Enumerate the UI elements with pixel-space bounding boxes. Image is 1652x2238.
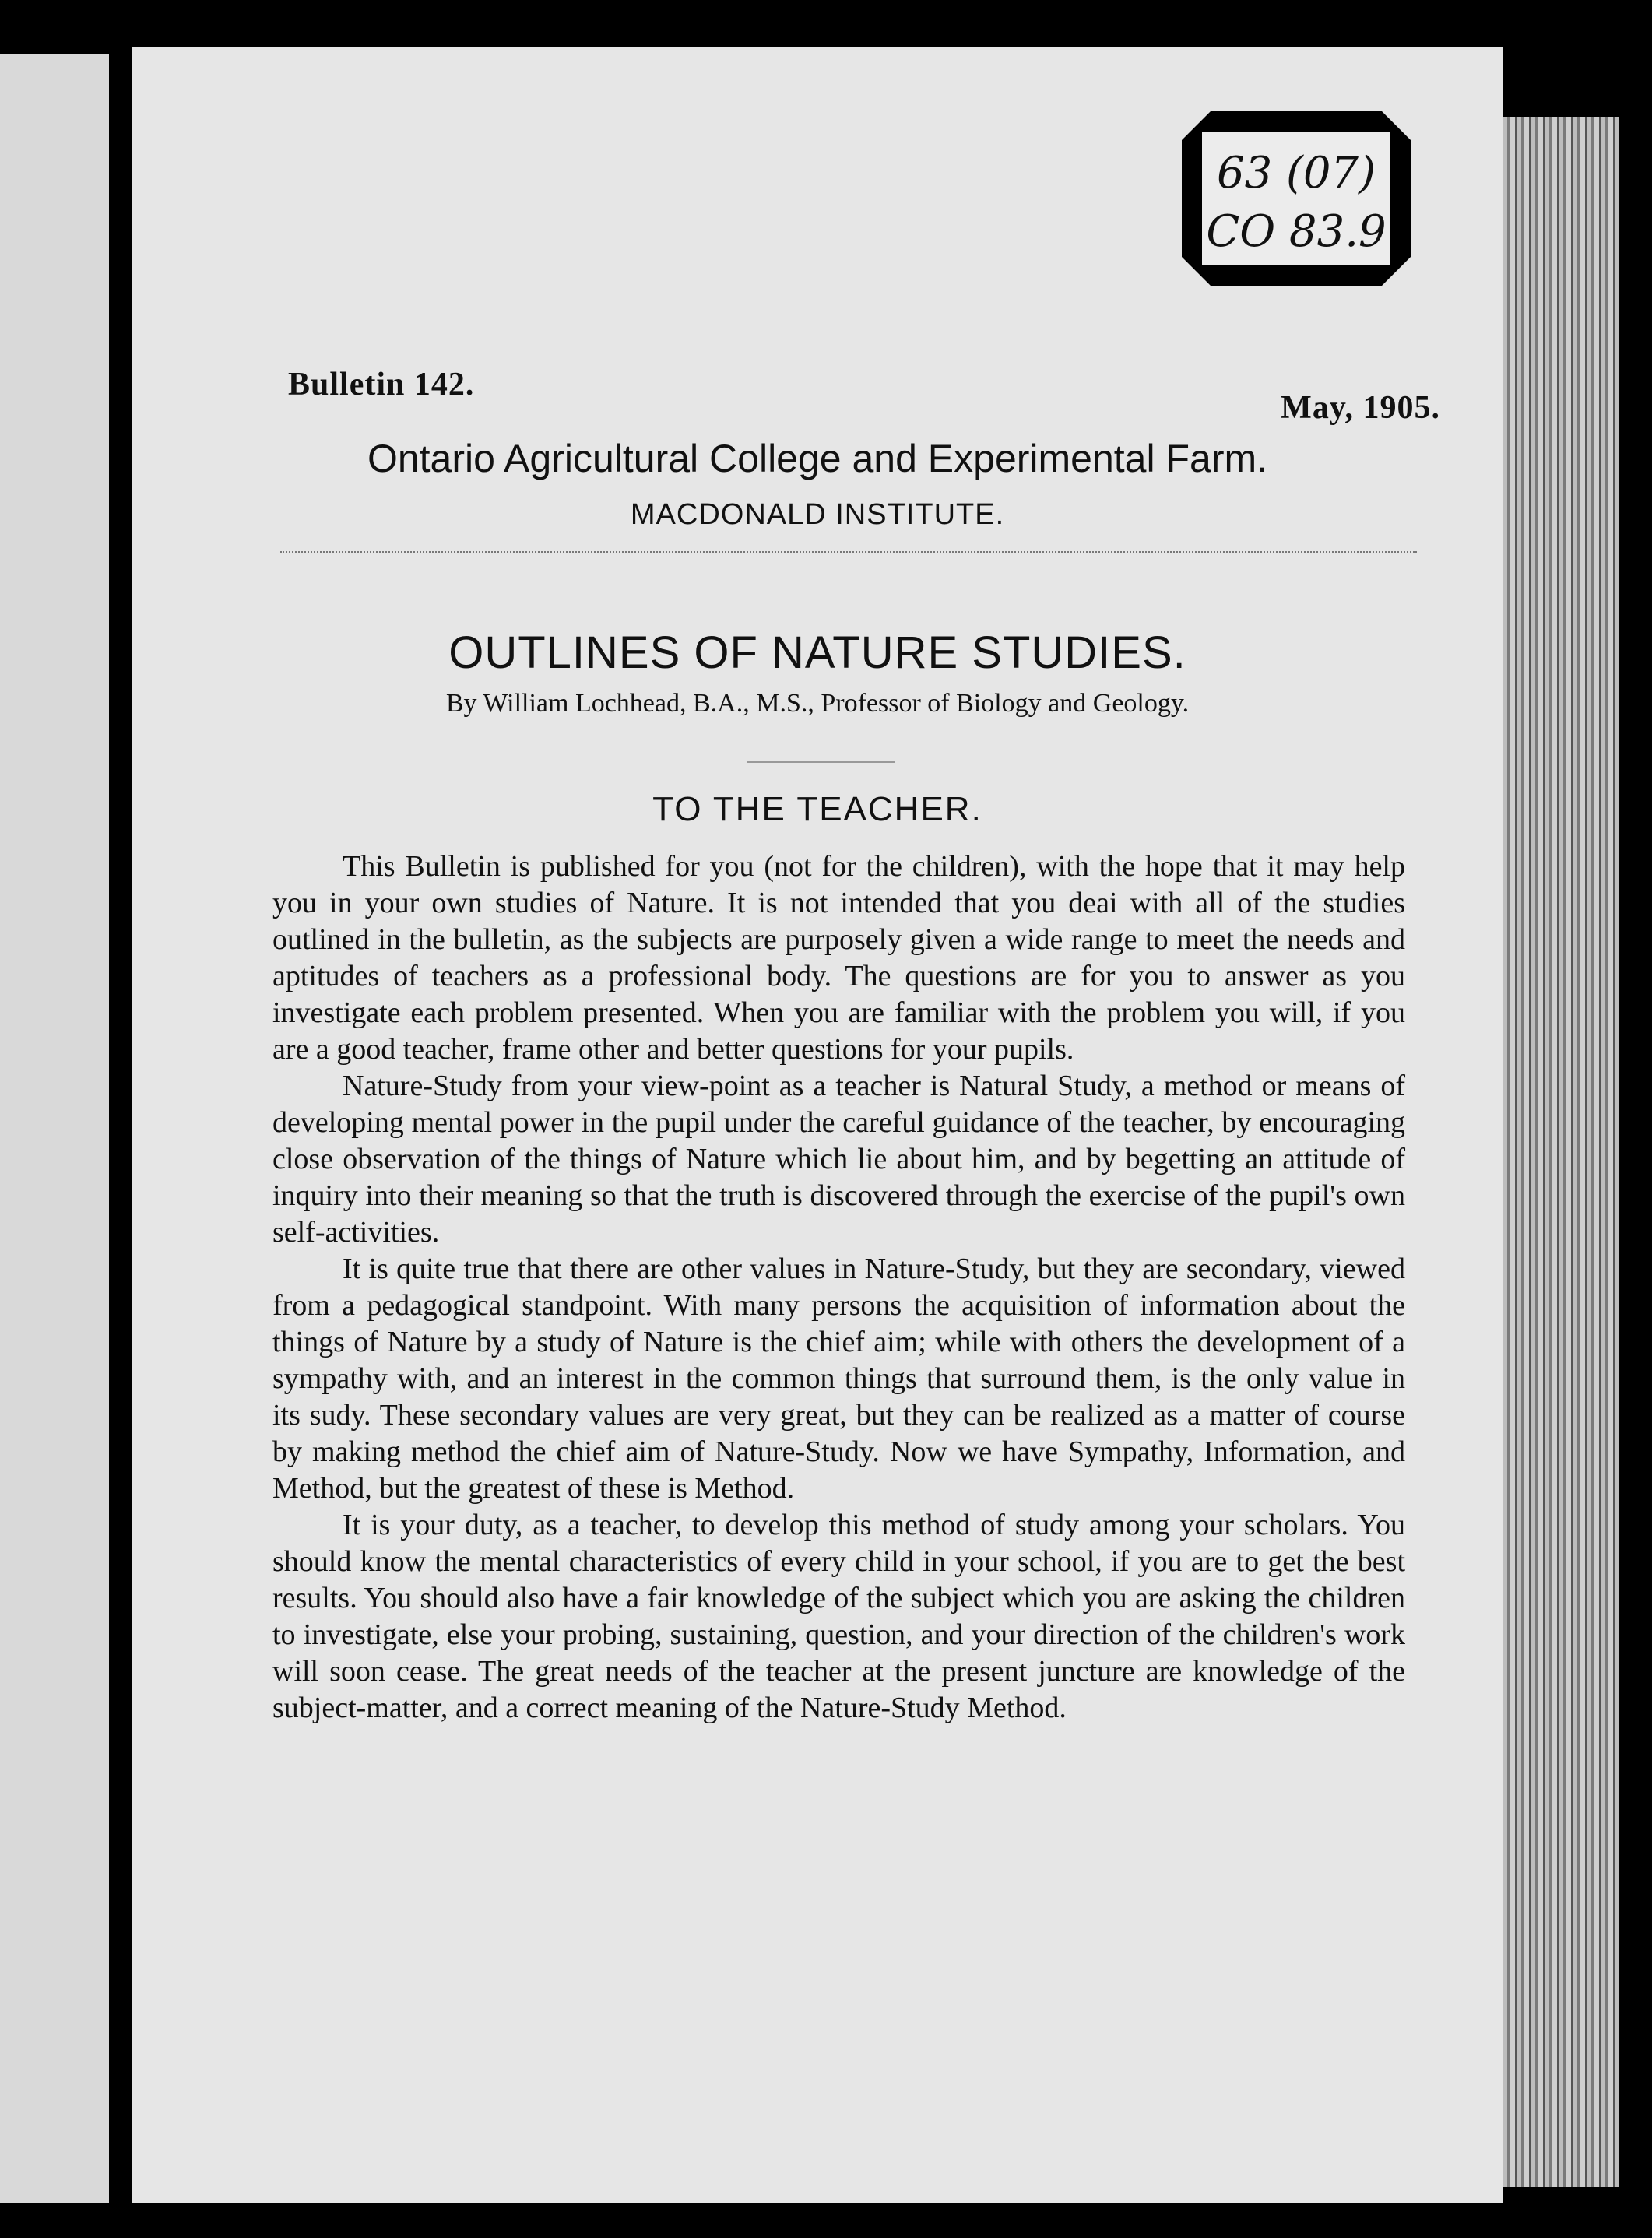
- paragraph: It is quite true that there are other values in Nature-Study, but they are secondary, viewed from a pedagogical standpoint. With many persons the acquisition of information about the things of Nature by a study of Nature is the chief aim; while with others the development of a sympathy with, and an interest in the common things that surround them, is the only value in its sudy. These secondary values are very great, but they can be realized as a matter of course by making method the chief aim of Nature-Study. Now we have Sympathy, Information, and Method, but the greatest of these is Method.: [272, 1253, 1405, 1505]
- paragraph: Nature-Study from your view-point as a teacher is Natural Study, a method or means of developing mental power in the pupil under the careful guidance of the teacher, by encouraging close observation of the things of Nature which lie about him, and by begetting an attitude of inquiry into their meaning so that the truth is discovered through the exercise of the pupil's own self-activities.: [272, 1070, 1405, 1249]
- catalog-label: [1176, 105, 1417, 292]
- facing-page-edge: [0, 54, 109, 2203]
- bulletin-date: May, 1905.: [1281, 390, 1440, 426]
- author-byline: By William Lochhead, B.A., M.S., Professor of Biology and Geology.: [445, 689, 1190, 718]
- label-frame-icon: [1176, 105, 1417, 292]
- header-divider: [280, 551, 1417, 553]
- title-divider: [747, 761, 895, 763]
- page-stack-edge: [1503, 117, 1619, 2187]
- paragraph: It is your duty, as a teacher, to develop this method of study among your scholars. You should know the mental characteristics of every child in your school, if you are to get the best results. You should also have a fair knowledge of the subject which you are asking the children to investigate, else your probing, sustaining, question, and your direction of the children's work will soon cease. The great needs of the teacher at the present juncture are knowledge of the subject-matter, and a correct meaning of the Nature-Study Method.: [272, 1509, 1405, 1724]
- catalog-number-line1: 63 (07): [1216, 148, 1376, 199]
- scan-border: [1619, 0, 1652, 2238]
- body-text: [272, 848, 1405, 1727]
- college-name: Ontario Agricultural College and Experimental Farm.: [367, 437, 1268, 480]
- bulletin-number: Bulletin 142.: [288, 367, 475, 402]
- book-gutter: [109, 0, 132, 2238]
- paragraph: This Bulletin is published for you (not for the children), with the hope that it may help you in your own studies of Nature. It is not intended that you deai with all of the studies outlined in the bulletin, as the subjects are purposely given a wide range to meet the needs and aptitudes of teachers as a professional body. The questions are for you to answer as you investigate each problem presented. When you are familiar with the problem you will, if you are a good teacher, frame other and better questions for your pupils.: [272, 850, 1405, 1066]
- institute-name: MACDONALD INSTITUTE.: [630, 498, 1005, 531]
- document-title: OUTLINES OF NATURE STUDIES.: [448, 627, 1186, 678]
- document-page: [132, 47, 1503, 2203]
- section-heading: TO THE TEACHER.: [652, 790, 982, 828]
- catalog-number-line2: CO 83.9: [1206, 206, 1387, 257]
